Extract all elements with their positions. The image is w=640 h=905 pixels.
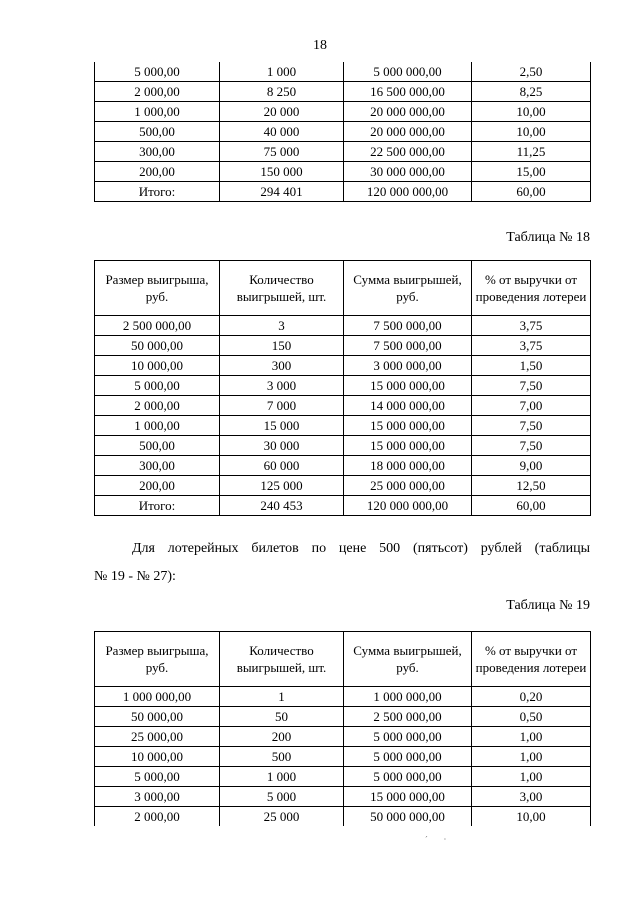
table-cell: 5 000,00 xyxy=(95,767,220,787)
table-cell: 240 453 xyxy=(220,496,344,516)
table-cell: 5 000 000,00 xyxy=(344,62,472,82)
table-cell: 30 000 xyxy=(220,436,344,456)
table-row xyxy=(95,82,591,102)
table-cell: 5 000 000,00 xyxy=(344,767,472,787)
table-row xyxy=(95,62,591,82)
table-cell: 1 000 xyxy=(220,767,344,787)
table-row xyxy=(95,182,591,202)
table-cell: 1 000 xyxy=(220,62,344,82)
table-row xyxy=(95,316,591,336)
table-cell: 1 000 000,00 xyxy=(344,687,472,707)
table-cell: 3,75 xyxy=(472,336,591,356)
paragraph-line: № 19 - № 27): xyxy=(94,569,176,584)
table-cell: 20 000 000,00 xyxy=(344,102,472,122)
column-header: Количество выигрышей, шт. xyxy=(220,261,344,316)
table-cell: 1,00 xyxy=(472,747,591,767)
table-cell: 2 000,00 xyxy=(95,807,220,827)
page-number: 18 xyxy=(313,38,327,53)
column-header: Сумма выигрышей, руб. xyxy=(344,632,472,687)
table-cell: 120 000 000,00 xyxy=(344,182,472,202)
table-cell: 12,50 xyxy=(472,476,591,496)
table-row xyxy=(95,356,591,376)
table-row xyxy=(95,727,591,747)
table-cell: 300 xyxy=(220,356,344,376)
table-cell: 25 000,00 xyxy=(95,727,220,747)
prize-table-18 xyxy=(94,260,591,516)
table-cell: 150 xyxy=(220,336,344,356)
table-cell: 2 000,00 xyxy=(95,396,220,416)
table-cell: 3 xyxy=(220,316,344,336)
table-cell: 75 000 xyxy=(220,142,344,162)
table-cell: 10 000,00 xyxy=(95,356,220,376)
table-cell: 14 000 000,00 xyxy=(344,396,472,416)
table-cell: 200 xyxy=(220,727,344,747)
paragraph-line: Для лотерейных билетов по цене 500 (пятьсот) рублей (таблицы xyxy=(132,541,590,556)
table-cell: 500 xyxy=(220,747,344,767)
table-cell: 16 500 000,00 xyxy=(344,82,472,102)
table-row xyxy=(95,807,591,827)
table-cell: 200,00 xyxy=(95,476,220,496)
column-header: % от выручки от проведения лотереи xyxy=(472,632,591,687)
table-cell: 11,25 xyxy=(472,142,591,162)
table-cell: 18 000 000,00 xyxy=(344,456,472,476)
table-cell: 60,00 xyxy=(472,496,591,516)
table-body xyxy=(95,687,591,827)
table-cell: 22 500 000,00 xyxy=(344,142,472,162)
table-cell: 15 000 000,00 xyxy=(344,787,472,807)
table-cell: 3 000,00 xyxy=(95,787,220,807)
table-cell: 50 000,00 xyxy=(95,336,220,356)
table-cell: 7,00 xyxy=(472,396,591,416)
table-cell: 7,50 xyxy=(472,436,591,456)
table-cell: 200,00 xyxy=(95,162,220,182)
table-cell: 7,50 xyxy=(472,376,591,396)
column-header: Размер выигрыша, руб. xyxy=(95,261,220,316)
table-cell: Итого: xyxy=(95,496,220,516)
table-cell: 40 000 xyxy=(220,122,344,142)
table-row xyxy=(95,747,591,767)
table-row xyxy=(95,162,591,182)
table-cell: 1,00 xyxy=(472,727,591,747)
table-row xyxy=(95,687,591,707)
table-cell: 3,75 xyxy=(472,316,591,336)
table-18-caption: Таблица № 18 xyxy=(506,230,590,245)
scan-specks: ˊ · xyxy=(425,835,447,844)
table-row xyxy=(95,767,591,787)
table-cell: Итого: xyxy=(95,182,220,202)
table-cell: 60,00 xyxy=(472,182,591,202)
table-cell: 60 000 xyxy=(220,456,344,476)
table-row xyxy=(95,456,591,476)
table-cell: 10,00 xyxy=(472,807,591,827)
table-19-caption: Таблица № 19 xyxy=(506,598,590,613)
table-cell: 30 000 000,00 xyxy=(344,162,472,182)
table-cell: 10,00 xyxy=(472,102,591,122)
table-cell: 7 500 000,00 xyxy=(344,336,472,356)
column-header: % от выручки от проведения лотереи xyxy=(472,261,591,316)
table-row xyxy=(95,142,591,162)
table-cell: 3,00 xyxy=(472,787,591,807)
table-cell: 0,20 xyxy=(472,687,591,707)
column-header: Размер выигрыша, руб. xyxy=(95,632,220,687)
column-header: Количество выигрышей, шт. xyxy=(220,632,344,687)
table-cell: 7 500 000,00 xyxy=(344,316,472,336)
table-cell: 500,00 xyxy=(95,122,220,142)
table-row xyxy=(95,707,591,727)
table-cell: 7 000 xyxy=(220,396,344,416)
table-cell: 50 xyxy=(220,707,344,727)
table-cell: 5 000 xyxy=(220,787,344,807)
header-row xyxy=(95,632,591,687)
table-row xyxy=(95,336,591,356)
table-cell: 1 000 000,00 xyxy=(95,687,220,707)
table-header xyxy=(95,632,591,687)
table-cell: 8 250 xyxy=(220,82,344,102)
table-row xyxy=(95,787,591,807)
table-cell: 0,50 xyxy=(472,707,591,727)
table-cell: 7,50 xyxy=(472,416,591,436)
table-cell: 20 000 xyxy=(220,102,344,122)
table-cell: 300,00 xyxy=(95,456,220,476)
table-cell: 25 000 xyxy=(220,807,344,827)
table-cell: 1,00 xyxy=(472,767,591,787)
table-cell: 15 000 000,00 xyxy=(344,416,472,436)
prize-table-19 xyxy=(94,631,591,826)
table-cell: 10 000,00 xyxy=(95,747,220,767)
table-cell: 2 500 000,00 xyxy=(95,316,220,336)
table-header xyxy=(95,261,591,316)
table-cell: 120 000 000,00 xyxy=(344,496,472,516)
table-cell: 2 000,00 xyxy=(95,82,220,102)
table-cell: 8,25 xyxy=(472,82,591,102)
table-cell: 2 500 000,00 xyxy=(344,707,472,727)
table-row xyxy=(95,102,591,122)
table-cell: 294 401 xyxy=(220,182,344,202)
table-cell: 3 000 xyxy=(220,376,344,396)
table-row xyxy=(95,396,591,416)
table-body xyxy=(95,62,591,202)
table-body xyxy=(95,316,591,516)
table-cell: 50 000 000,00 xyxy=(344,807,472,827)
table-cell: 5 000,00 xyxy=(95,376,220,396)
table-row xyxy=(95,376,591,396)
table-cell: 1,50 xyxy=(472,356,591,376)
table-cell: 15 000 xyxy=(220,416,344,436)
table-row xyxy=(95,122,591,142)
column-header: Сумма выигрышей, руб. xyxy=(344,261,472,316)
header-row xyxy=(95,261,591,316)
table-row xyxy=(95,436,591,456)
table-cell: 500,00 xyxy=(95,436,220,456)
table-cell: 25 000 000,00 xyxy=(344,476,472,496)
table-cell: 2,50 xyxy=(472,62,591,82)
table-cell: 20 000 000,00 xyxy=(344,122,472,142)
table-row xyxy=(95,496,591,516)
table-cell: 15 000 000,00 xyxy=(344,376,472,396)
table-cell: 300,00 xyxy=(95,142,220,162)
table-cell: 150 000 xyxy=(220,162,344,182)
table-cell: 15 000 000,00 xyxy=(344,436,472,456)
table-cell: 5 000 000,00 xyxy=(344,727,472,747)
table-cell: 125 000 xyxy=(220,476,344,496)
table-cell: 10,00 xyxy=(472,122,591,142)
table-row xyxy=(95,476,591,496)
table-cell: 50 000,00 xyxy=(95,707,220,727)
table-cell: 9,00 xyxy=(472,456,591,476)
table-cell: 5 000,00 xyxy=(95,62,220,82)
table-cell: 5 000 000,00 xyxy=(344,747,472,767)
table-cell: 1 000,00 xyxy=(95,416,220,436)
table-cell: 1 000,00 xyxy=(95,102,220,122)
prize-table-continued xyxy=(94,62,591,202)
table-cell: 3 000 000,00 xyxy=(344,356,472,376)
body-paragraph xyxy=(94,535,590,591)
table-cell: 1 xyxy=(220,687,344,707)
table-cell: 15,00 xyxy=(472,162,591,182)
table-row xyxy=(95,416,591,436)
